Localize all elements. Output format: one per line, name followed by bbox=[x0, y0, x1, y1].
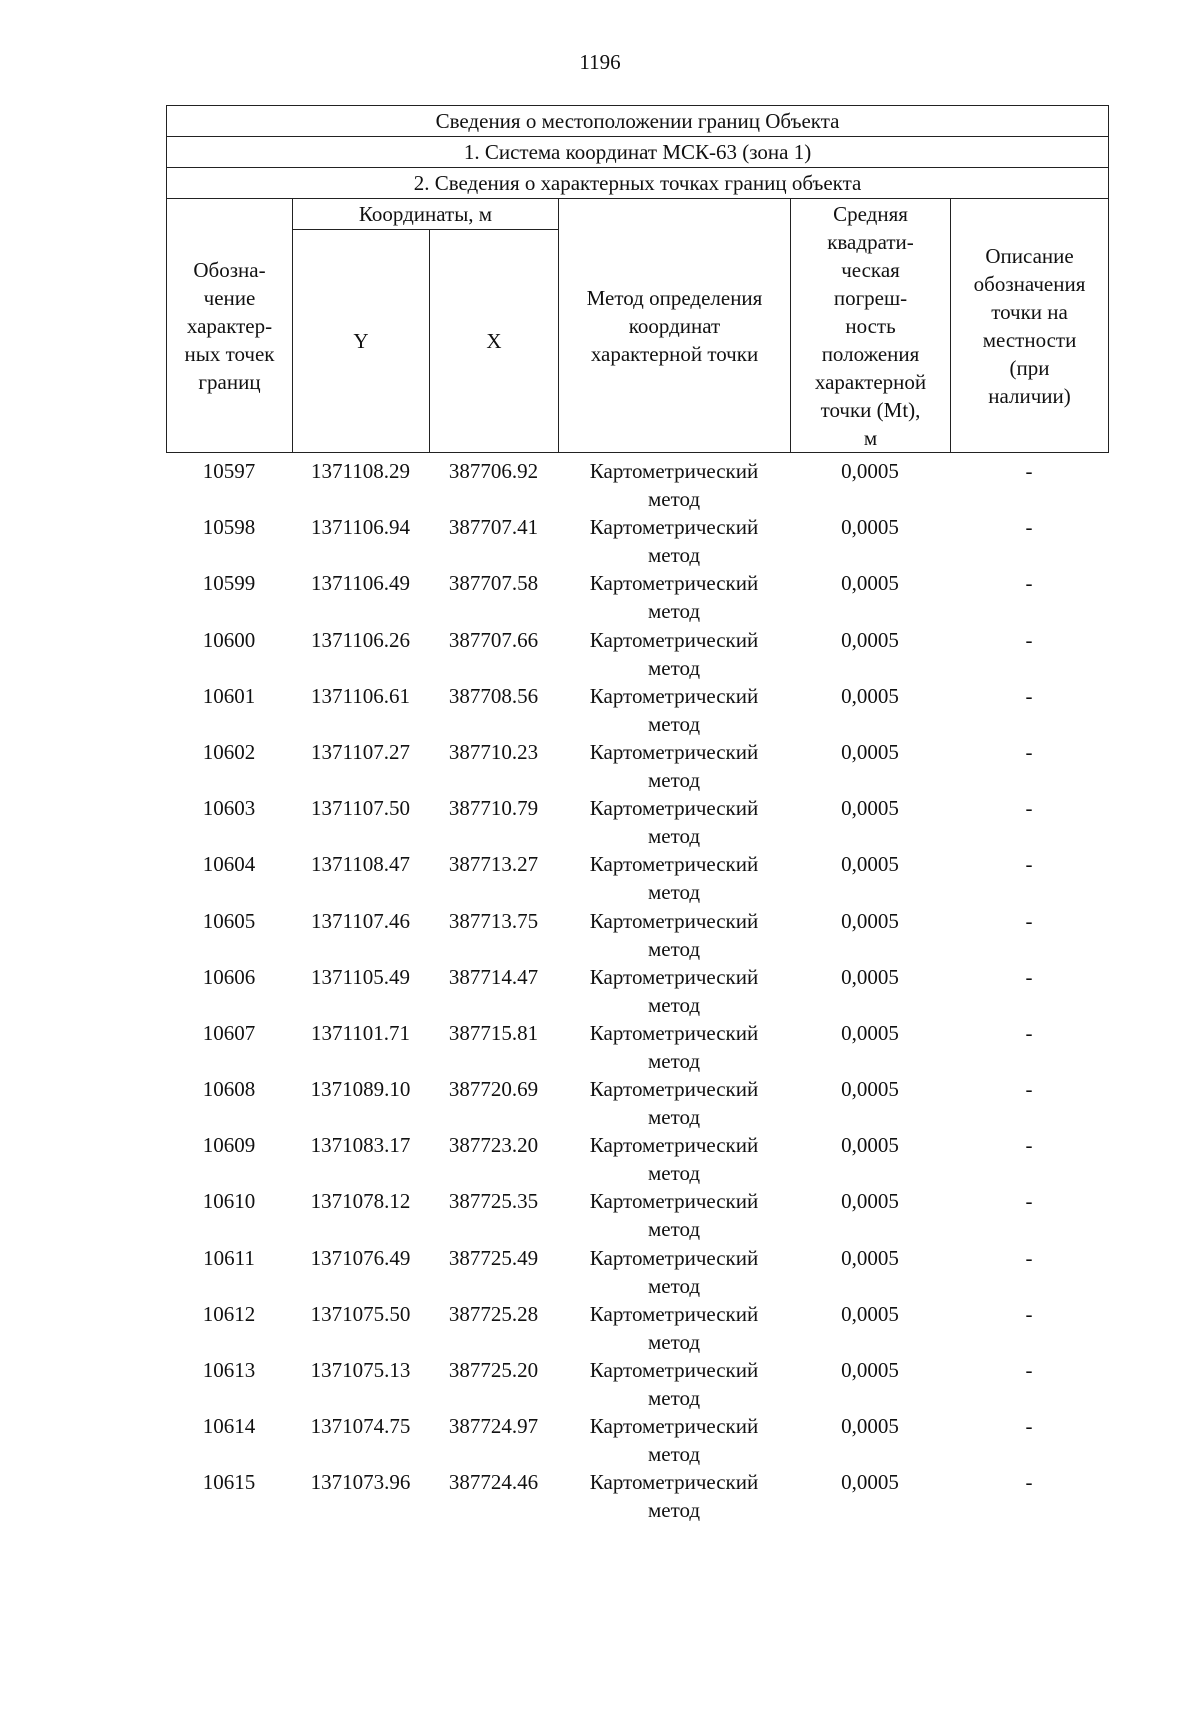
error-cell: 0,0005 bbox=[841, 1414, 899, 1439]
coordinate-x-cell: 387720.69 bbox=[448, 1077, 539, 1102]
point-id-cell: 10613 bbox=[202, 1358, 256, 1382]
table-row bbox=[166, 1468, 1108, 1524]
error-cell: 0,0005 bbox=[841, 627, 899, 652]
coordinates-table bbox=[166, 457, 1108, 1525]
method-cell: Картометрический метод bbox=[589, 908, 759, 961]
point-id-cell: 10600 bbox=[202, 627, 256, 652]
description-cell: - bbox=[1025, 1245, 1033, 1270]
method-cell: Картометрический метод bbox=[589, 796, 759, 849]
error-cell: 0,0005 bbox=[841, 571, 899, 596]
point-id-cell: 10609 bbox=[202, 1133, 256, 1158]
coordinate-x-cell: 387725.49 bbox=[448, 1245, 539, 1270]
error-cell: 0,0005 bbox=[841, 459, 899, 483]
method-cell: Картометрический метод bbox=[589, 627, 759, 680]
error-cell: 0,0005 bbox=[841, 1358, 899, 1382]
table-row bbox=[166, 1187, 1108, 1243]
coordinate-x-cell: 387724.97 bbox=[448, 1414, 539, 1439]
coordinate-y-cell: 1371078.12 bbox=[310, 1189, 411, 1214]
table-row bbox=[166, 1300, 1108, 1356]
coordinate-x-cell: 387707.66 bbox=[448, 627, 539, 652]
point-id-cell: 10601 bbox=[202, 683, 256, 708]
coordinate-x-cell: 387707.41 bbox=[448, 515, 539, 540]
table-row bbox=[166, 569, 1108, 625]
coordinate-x-cell: 387713.75 bbox=[448, 908, 539, 933]
point-id-cell: 10615 bbox=[202, 1470, 256, 1495]
coordinate-x-cell: 387724.46 bbox=[448, 1470, 539, 1495]
method-cell: Картометрический метод bbox=[589, 1301, 759, 1354]
description-cell: - bbox=[1025, 627, 1033, 652]
column-header-method: Метод определения координат характерной точки bbox=[559, 199, 791, 453]
coordinate-x-cell: 387725.20 bbox=[448, 1358, 539, 1382]
point-id-cell: 10605 bbox=[202, 908, 256, 933]
table-row bbox=[166, 626, 1108, 682]
error-cell: 0,0005 bbox=[841, 852, 899, 877]
column-header-x: X bbox=[430, 230, 559, 453]
method-cell: Картометрический метод bbox=[589, 1414, 759, 1467]
point-id-cell: 10611 bbox=[203, 1245, 255, 1270]
error-cell: 0,0005 bbox=[841, 796, 899, 821]
coordinate-y-cell: 1371101.71 bbox=[311, 1020, 410, 1045]
method-cell: Картометрический метод bbox=[589, 1133, 759, 1186]
description-cell: - bbox=[1025, 1358, 1033, 1382]
error-cell: 0,0005 bbox=[841, 1077, 899, 1102]
description-cell: - bbox=[1025, 1470, 1033, 1495]
coordinate-x-cell: 387723.20 bbox=[448, 1133, 539, 1158]
table-title: Сведения о местоположении границ Объекта bbox=[167, 106, 1109, 137]
method-cell: Картометрический метод bbox=[589, 683, 759, 736]
description-cell: - bbox=[1025, 459, 1033, 483]
table-row bbox=[166, 457, 1108, 513]
coordinate-x-cell: 387714.47 bbox=[448, 964, 539, 989]
coordinate-y-cell: 1371076.49 bbox=[310, 1245, 411, 1270]
error-cell: 0,0005 bbox=[841, 1133, 899, 1158]
table-row bbox=[166, 794, 1108, 850]
description-cell: - bbox=[1025, 964, 1033, 989]
description-cell: - bbox=[1025, 739, 1033, 764]
coordinate-y-cell: 1371106.61 bbox=[311, 683, 410, 708]
table-row bbox=[166, 682, 1108, 738]
table-row bbox=[166, 963, 1108, 1019]
coordinate-x-cell: 387715.81 bbox=[448, 1020, 539, 1045]
header-table bbox=[166, 105, 1109, 453]
coordinate-y-cell: 1371075.13 bbox=[310, 1358, 411, 1382]
point-id-cell: 10612 bbox=[202, 1301, 256, 1326]
table-row bbox=[166, 1075, 1108, 1131]
point-id-cell: 10614 bbox=[202, 1414, 256, 1439]
method-cell: Картометрический метод bbox=[589, 739, 759, 792]
description-cell: - bbox=[1025, 683, 1033, 708]
method-cell: Картометрический метод bbox=[589, 1077, 759, 1130]
description-cell: - bbox=[1025, 796, 1033, 821]
table-row bbox=[166, 1019, 1108, 1075]
error-cell: 0,0005 bbox=[841, 515, 899, 540]
section-title: 2. Сведения о характерных точках границ объекта bbox=[167, 168, 1109, 199]
error-cell: 0,0005 bbox=[841, 1470, 899, 1495]
page-number: 1196 bbox=[579, 50, 621, 74]
error-cell: 0,0005 bbox=[841, 1189, 899, 1214]
method-cell: Картометрический метод bbox=[589, 1470, 759, 1523]
table-row bbox=[166, 907, 1108, 963]
coordinate-y-cell: 1371075.50 bbox=[310, 1301, 411, 1326]
coordinate-x-cell: 387708.56 bbox=[448, 683, 539, 708]
point-id-cell: 10607 bbox=[202, 1020, 256, 1045]
column-header-error: Средняя квадрати- ческая погреш- ность положения характерной точки (Mt), м bbox=[791, 199, 951, 453]
table-row bbox=[166, 1244, 1108, 1300]
description-cell: - bbox=[1025, 1077, 1033, 1102]
point-id-cell: 10603 bbox=[202, 796, 256, 821]
coordinate-x-cell: 387707.58 bbox=[448, 571, 539, 596]
column-header-y: Y bbox=[293, 230, 430, 453]
method-cell: Картометрический метод bbox=[589, 1358, 759, 1410]
coordinate-x-cell: 387725.28 bbox=[448, 1301, 539, 1326]
table-row bbox=[166, 738, 1108, 794]
coordinate-x-cell: 387725.35 bbox=[448, 1189, 539, 1214]
point-id-cell: 10602 bbox=[202, 739, 256, 764]
method-cell: Картометрический метод bbox=[589, 515, 759, 568]
coordinate-y-cell: 1371107.50 bbox=[311, 796, 410, 821]
coordinate-y-cell: 1371106.49 bbox=[311, 571, 410, 596]
point-id-cell: 10597 bbox=[202, 459, 256, 483]
error-cell: 0,0005 bbox=[841, 1020, 899, 1045]
column-header-coordinates: Координаты, м bbox=[293, 199, 559, 230]
description-cell: - bbox=[1025, 1020, 1033, 1045]
coordinate-y-cell: 1371106.26 bbox=[311, 627, 410, 652]
point-id-cell: 10599 bbox=[202, 571, 256, 596]
column-header-description: Описание обозначения точки на местности (при наличии) bbox=[951, 199, 1109, 453]
coordinate-y-cell: 1371106.94 bbox=[311, 515, 410, 540]
description-cell: - bbox=[1025, 1133, 1033, 1158]
description-cell: - bbox=[1025, 852, 1033, 877]
point-id-cell: 10606 bbox=[202, 964, 256, 989]
table-row bbox=[166, 850, 1108, 906]
method-cell: Картометрический метод bbox=[589, 571, 759, 624]
coordinate-y-cell: 1371105.49 bbox=[311, 964, 410, 989]
error-cell: 0,0005 bbox=[841, 1245, 899, 1270]
error-cell: 0,0005 bbox=[841, 683, 899, 708]
coordinate-y-cell: 1371108.29 bbox=[311, 459, 410, 483]
method-cell: Картометрический метод bbox=[589, 964, 759, 1017]
coordinate-y-cell: 1371083.17 bbox=[310, 1133, 411, 1158]
table-row bbox=[166, 513, 1108, 569]
coordinate-system: 1. Система координат МСК-63 (зона 1) bbox=[167, 137, 1109, 168]
coordinate-x-cell: 387706.92 bbox=[448, 459, 539, 483]
error-cell: 0,0005 bbox=[841, 908, 899, 933]
description-cell: - bbox=[1025, 1414, 1033, 1439]
coordinate-x-cell: 387713.27 bbox=[448, 852, 539, 877]
method-cell: Картометрический метод bbox=[589, 1020, 759, 1073]
point-id-cell: 10598 bbox=[202, 515, 256, 540]
coordinate-x-cell: 387710.79 bbox=[448, 796, 539, 821]
coordinate-x-cell: 387710.23 bbox=[448, 739, 539, 764]
description-cell: - bbox=[1025, 1301, 1033, 1326]
error-cell: 0,0005 bbox=[841, 739, 899, 764]
method-cell: Картометрический метод bbox=[589, 1189, 759, 1242]
coordinate-y-cell: 1371073.96 bbox=[310, 1470, 411, 1495]
coordinate-y-cell: 1371089.10 bbox=[310, 1077, 411, 1102]
method-cell: Картометрический метод bbox=[589, 852, 759, 905]
error-cell: 0,0005 bbox=[841, 964, 899, 989]
table-row bbox=[166, 1356, 1108, 1412]
method-cell: Картометрический метод bbox=[589, 1245, 759, 1298]
coordinate-y-cell: 1371107.46 bbox=[311, 908, 410, 933]
description-cell: - bbox=[1025, 908, 1033, 933]
point-id-cell: 10610 bbox=[202, 1189, 256, 1214]
coordinate-y-cell: 1371074.75 bbox=[310, 1414, 411, 1439]
table-row bbox=[166, 1131, 1108, 1187]
point-id-cell: 10608 bbox=[202, 1077, 256, 1102]
description-cell: - bbox=[1025, 571, 1033, 596]
table-row bbox=[166, 1412, 1108, 1468]
point-id-cell: 10604 bbox=[202, 852, 256, 877]
coordinate-y-cell: 1371108.47 bbox=[311, 852, 410, 877]
coordinate-y-cell: 1371107.27 bbox=[311, 739, 410, 764]
method-cell: Картометрический метод bbox=[589, 459, 759, 511]
column-header-designation: Обозна- чение характер- ных точек границ bbox=[167, 199, 293, 453]
error-cell: 0,0005 bbox=[841, 1301, 899, 1326]
description-cell: - bbox=[1025, 515, 1033, 540]
description-cell: - bbox=[1025, 1189, 1033, 1214]
